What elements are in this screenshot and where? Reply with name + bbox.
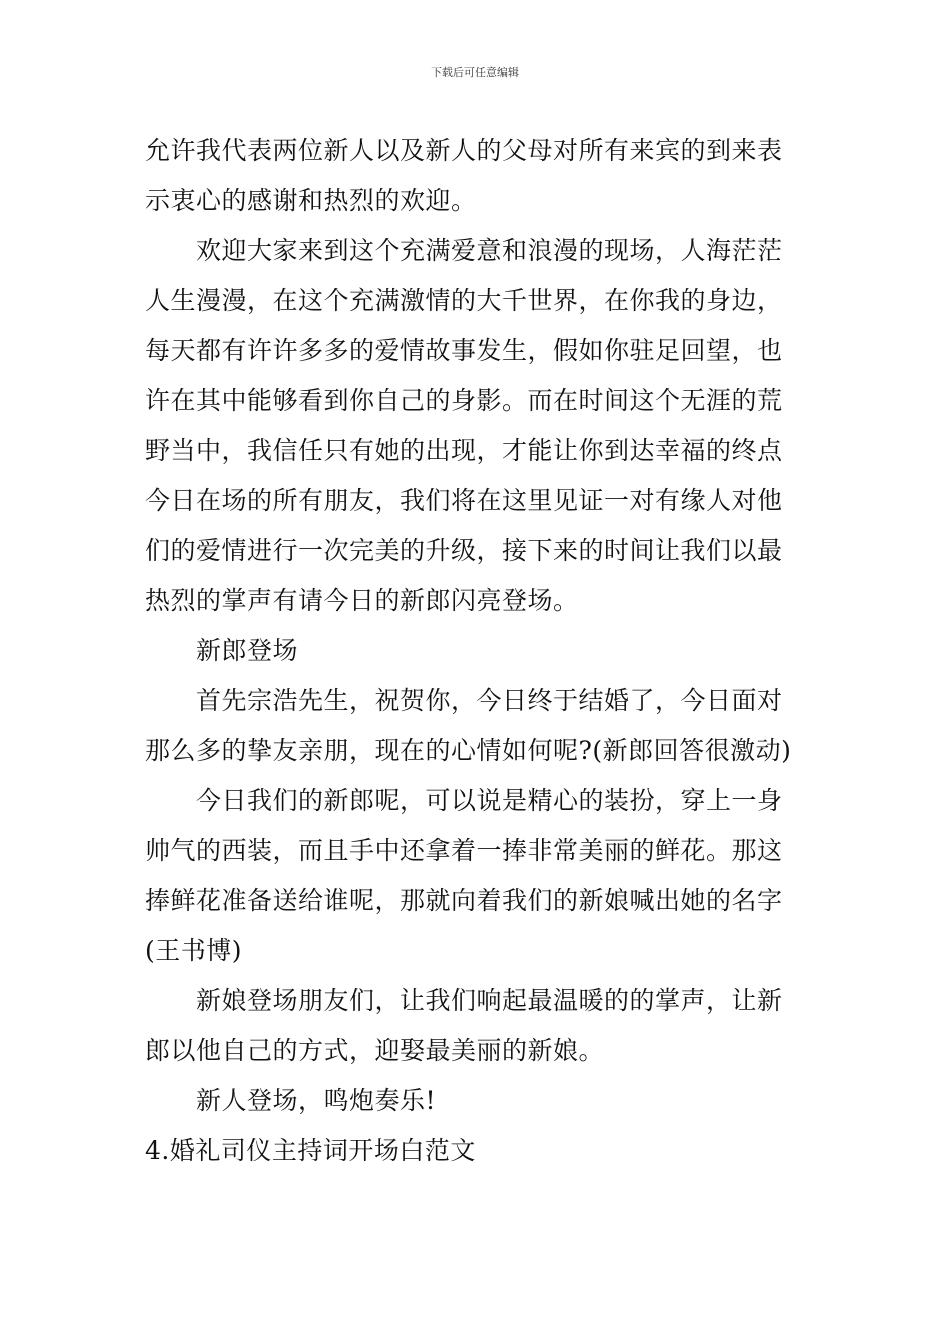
text-line: (王书博) xyxy=(145,936,243,965)
section-heading: 4.婚礼司仪主持词开场白范文 xyxy=(145,1136,476,1165)
page-header: 下载后可任意编辑 xyxy=(431,66,519,79)
text-line: 今日我们的新郎呢，可以说是精心的装扮，穿上一身 xyxy=(196,786,783,815)
text-line: 允许我代表两位新人以及新人的父母对所有来宾的到来表 xyxy=(145,136,783,165)
text-line: 首先宗浩先生，祝贺你，今日终于结婚了，今日面对 xyxy=(196,686,783,715)
text-line: 捧鲜花准备送给谁呢，那就向着我们的新娘喊出她的名字 xyxy=(145,886,783,915)
text-line: 每天都有许许多多的爱情故事发生，假如你驻足回望，也 xyxy=(145,336,783,365)
text-line: 许在其中能够看到你自己的身影。而在时间这个无涯的荒 xyxy=(145,386,783,415)
text-line: 示衷心的感谢和热烈的欢迎。 xyxy=(145,186,477,215)
text-line: 今日在场的所有朋友，我们将在这里见证一对有缘人对他 xyxy=(145,486,783,515)
text-line: 帅气的西装，而且手中还拿着一捧非常美丽的鲜花。那这 xyxy=(145,836,783,865)
text-line: 那么多的挚友亲朋，现在的心情如何呢?(新郎回答很激动) xyxy=(145,736,792,765)
document-body xyxy=(145,126,807,1176)
text-line: 新娘登场朋友们，让我们响起最温暖的的掌声，让新 xyxy=(196,986,783,1015)
text-line: 人生漫漫，在这个充满激情的大千世界，在你我的身边， xyxy=(145,286,783,315)
text-line: 新人登场，鸣炮奏乐! xyxy=(196,1086,437,1115)
text-line: 热烈的掌声有请今日的新郎闪亮登场。 xyxy=(145,586,579,615)
text-line: 们的爱情进行一次完美的升级，接下来的时间让我们以最 xyxy=(145,536,783,565)
text-line: 郎以他自己的方式，迎娶最美丽的新娘。 xyxy=(145,1036,605,1065)
text-line: 欢迎大家来到这个充满爱意和浪漫的现场，人海茫茫 xyxy=(196,236,783,265)
text-line: 新郎登场 xyxy=(196,636,299,665)
text-line: 野当中，我信任只有她的出现，才能让你到达幸福的终点 xyxy=(145,436,783,465)
